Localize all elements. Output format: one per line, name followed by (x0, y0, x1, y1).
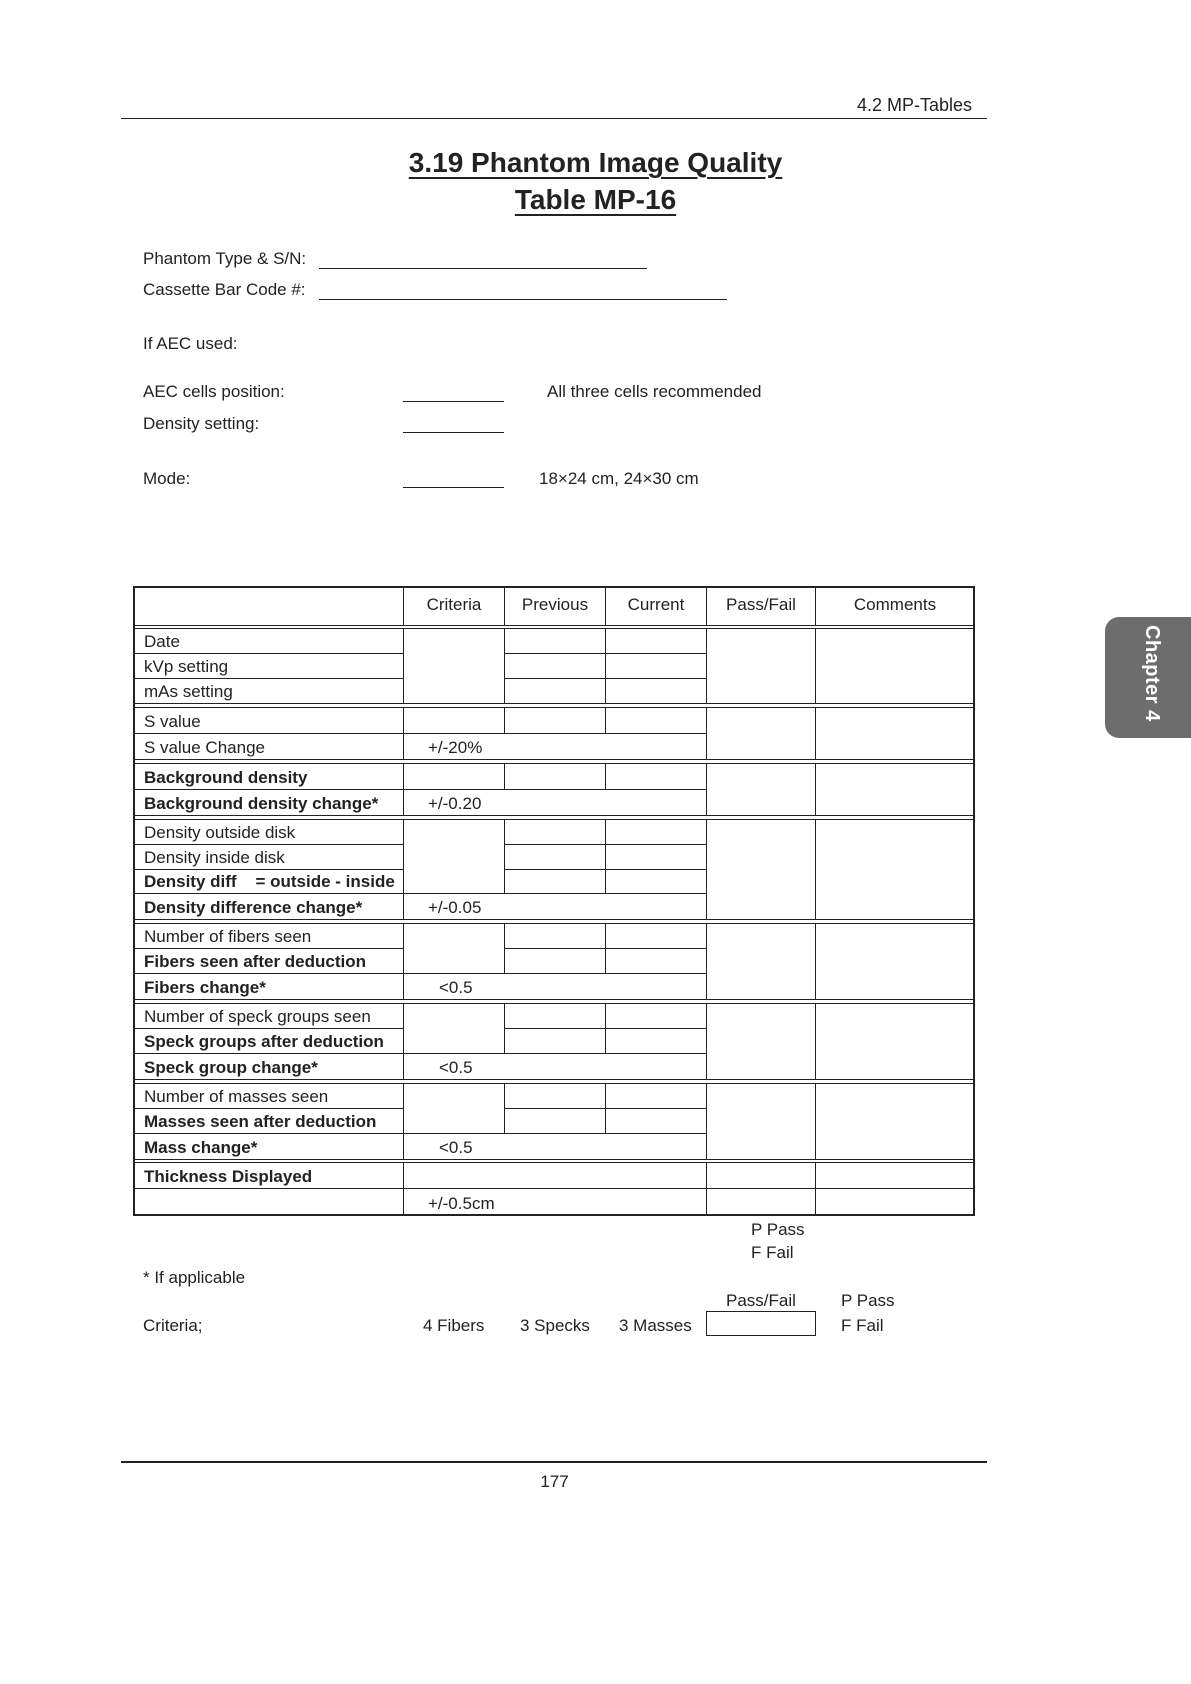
aec-cells-label: AEC cells position: (143, 382, 285, 401)
current-cell[interactable] (605, 707, 707, 734)
row-fibers-after-label: Fibers seen after deduction (133, 948, 404, 974)
comments-cell[interactable] (815, 1003, 975, 1080)
previous-cell[interactable] (504, 707, 606, 734)
previous-cell[interactable] (504, 628, 606, 654)
header-rule (121, 118, 987, 119)
comments-cell[interactable] (815, 1162, 975, 1189)
comments-cell[interactable] (815, 707, 975, 760)
current-cell[interactable] (605, 1108, 707, 1134)
row-density-inside-label: Density inside disk (133, 844, 404, 870)
previous-cell[interactable] (504, 1003, 606, 1029)
page-subtitle: Table MP-16 (514, 184, 677, 215)
thickness-criteria: +/-0.5cm (403, 1188, 707, 1216)
row-bg-label: Background density (133, 763, 404, 790)
row-density-outside-label: Density outside disk (133, 819, 404, 845)
comments-cell[interactable] (815, 1188, 975, 1216)
row-fibers-seen-label: Number of fibers seen (133, 923, 404, 949)
thickness-value-cell[interactable] (403, 1162, 707, 1189)
mass-change-criteria: <0.5 (403, 1133, 707, 1160)
s-change-criteria: +/-20% (403, 733, 707, 760)
pass-fail-cell[interactable] (706, 628, 816, 704)
pass-fail-cell[interactable] (706, 1003, 816, 1080)
row-s-change-label: S value Change (133, 733, 404, 760)
pass-fail-cell[interactable] (706, 819, 816, 920)
row-specks-seen-label: Number of speck groups seen (133, 1003, 404, 1029)
legend-fail: F Fail (751, 1243, 794, 1262)
current-cell[interactable] (605, 678, 707, 704)
criteria-fibers: 4 Fibers (423, 1316, 485, 1335)
aec-note: All three cells recommended (547, 382, 762, 401)
criteria-passfail-label: Pass/Fail (726, 1291, 796, 1310)
row-kvp-label: kVp setting (133, 653, 404, 679)
density-change-criteria: +/-0.05 (403, 893, 707, 920)
current-cell[interactable] (605, 844, 707, 870)
previous-cell[interactable] (504, 678, 606, 704)
previous-cell[interactable] (504, 1083, 606, 1109)
current-cell[interactable] (605, 1028, 707, 1054)
criteria-fail: F Fail (841, 1316, 884, 1335)
criteria-cell (403, 923, 505, 974)
fibers-change-criteria: <0.5 (403, 973, 707, 1000)
criteria-cell (403, 628, 505, 704)
criteria-pass: P Pass (841, 1291, 895, 1310)
previous-cell[interactable] (504, 653, 606, 679)
criteria-cell (403, 763, 505, 790)
current-cell[interactable] (605, 653, 707, 679)
row-date-label: Date (133, 628, 404, 654)
current-cell[interactable] (605, 948, 707, 974)
page-number: 177 (540, 1472, 569, 1491)
cassette-label: Cassette Bar Code #: (143, 280, 306, 299)
current-cell[interactable] (605, 869, 707, 894)
mode-field[interactable] (403, 487, 504, 488)
phantom-field[interactable] (319, 268, 647, 269)
pass-fail-cell[interactable] (706, 1162, 816, 1189)
row-masses-after-label: Masses seen after deduction (133, 1108, 404, 1134)
comments-cell[interactable] (815, 628, 975, 704)
header-comments: Comments (815, 586, 975, 626)
legend-pass: P Pass (751, 1220, 805, 1239)
row-bg-change-label: Background density change* (133, 789, 404, 816)
previous-cell[interactable] (504, 923, 606, 949)
header-current: Current (605, 586, 707, 626)
row-density-change-label: Density difference change* (133, 893, 404, 920)
criteria-label: Criteria; (143, 1316, 203, 1335)
previous-cell[interactable] (504, 1108, 606, 1134)
page-title: 3.19 Phantom Image Quality (408, 147, 783, 178)
pass-fail-cell[interactable] (706, 1083, 816, 1160)
current-cell[interactable] (605, 1083, 707, 1109)
header-pass-fail: Pass/Fail (706, 586, 816, 626)
criteria-cell (403, 1003, 505, 1054)
current-cell[interactable] (605, 819, 707, 845)
bg-change-criteria: +/-0.20 (403, 789, 707, 816)
comments-cell[interactable] (815, 763, 975, 816)
row-specks-after-label: Speck groups after deduction (133, 1028, 404, 1054)
aec-cells-field[interactable] (403, 401, 504, 402)
criteria-specks: 3 Specks (520, 1316, 590, 1335)
row-blank (133, 1188, 404, 1216)
current-cell[interactable] (605, 1003, 707, 1029)
section-header: 4.2 MP-Tables (857, 95, 973, 115)
row-mass-change-label: Mass change* (133, 1133, 404, 1160)
row-fibers-change-label: Fibers change* (133, 973, 404, 1000)
row-s-value-label: S value (133, 707, 404, 734)
cassette-field[interactable] (319, 299, 727, 300)
header-criteria: Criteria (403, 586, 505, 626)
criteria-cell (403, 707, 505, 734)
previous-cell[interactable] (504, 869, 606, 894)
mode-note: 18×24 cm, 24×30 cm (539, 469, 699, 488)
previous-cell[interactable] (504, 763, 606, 790)
phantom-label: Phantom Type & S/N: (143, 249, 307, 268)
row-density-diff-label: Density diff = outside - inside (133, 869, 404, 894)
current-cell[interactable] (605, 628, 707, 654)
footer-rule (121, 1461, 987, 1463)
current-cell[interactable] (605, 923, 707, 949)
row-thickness-label: Thickness Displayed (133, 1162, 404, 1189)
specks-change-criteria: <0.5 (403, 1053, 707, 1080)
previous-cell[interactable] (504, 819, 606, 845)
footnote: * If applicable (143, 1268, 246, 1287)
pass-fail-cell[interactable] (706, 1188, 816, 1216)
criteria-cell (403, 819, 505, 894)
density-field[interactable] (403, 432, 504, 433)
comments-cell[interactable] (815, 819, 975, 920)
previous-cell[interactable] (504, 948, 606, 974)
current-cell[interactable] (605, 763, 707, 790)
row-mas-label: mAs setting (133, 678, 404, 704)
comments-cell[interactable] (815, 923, 975, 1000)
mode-label: Mode: (143, 469, 191, 488)
header-blank (133, 586, 404, 626)
row-specks-change-label: Speck group change* (133, 1053, 404, 1080)
pass-fail-cell[interactable] (706, 923, 816, 1000)
header-previous: Previous (504, 586, 606, 626)
criteria-masses: 3 Masses (619, 1316, 692, 1335)
aec-used-label: If AEC used: (143, 334, 238, 353)
chapter-tab-label: Chapter 4 (1141, 625, 1163, 722)
row-masses-seen-label: Number of masses seen (133, 1083, 404, 1109)
criteria-cell (403, 1083, 505, 1134)
pass-fail-cell[interactable] (706, 763, 816, 816)
pass-fail-cell[interactable] (706, 707, 816, 760)
previous-cell[interactable] (504, 1028, 606, 1054)
chapter-tab[interactable] (1105, 617, 1191, 738)
criteria-passfail-box[interactable] (706, 1311, 816, 1336)
density-label: Density setting: (143, 414, 260, 433)
previous-cell[interactable] (504, 844, 606, 870)
comments-cell[interactable] (815, 1083, 975, 1160)
